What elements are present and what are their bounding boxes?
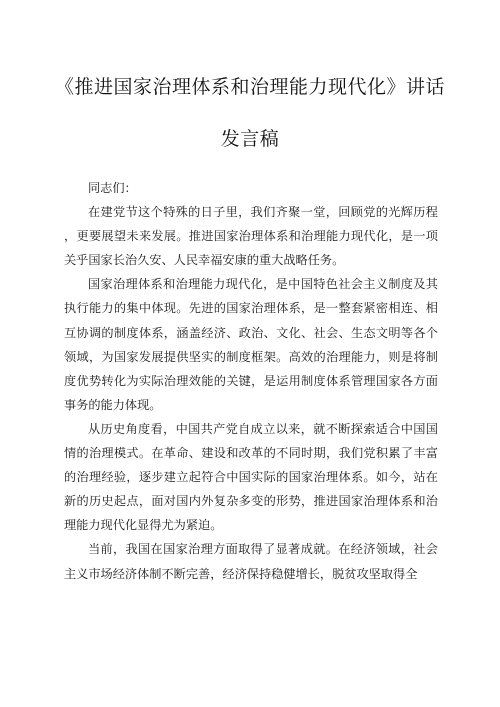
document-title-line-1: 《推进国家治理体系和治理能力现代化》讲话 <box>54 76 445 98</box>
paragraph-4: 当前，我国在国家治理方面取得了显著成就。在经济领域，社会主义市场经济体制不断完善，经济保持稳健增长，脱贫攻坚取得全 <box>64 542 438 581</box>
paragraph-1: 在建党节这个特殊的日子里，我们齐聚一堂，回顾党的光辉历程，更要展望未来发展。推进国家治理体系和治理能力现代化，是一项关乎国家长治久安、人民幸福安康的重大战略任务。 <box>64 205 438 268</box>
paragraph-3: 从历史角度看，中国共产党自成立以来，就不断探索适合中国国情的治理模式。在革命、建设和改革的不同时期，我们党积累了丰富的治理经验，逐步建立起符合中国实际的国家治理体系。如今，站在新的历史起点，面对国内外复杂多变的形势，推进国家治理体系和治理能力现代化显得尤为紧迫。 <box>64 421 438 533</box>
document-body <box>64 176 438 586</box>
document-title-line-2: 发言稿 <box>220 128 280 150</box>
paragraph-2: 国家治理体系和治理能力现代化，是中国特色社会主义制度及其执行能力的集中体现。先进的国家治理体系，是一整套紧密相连、相互协调的制度体系，涵盖经济、政治、文化、社会、生态文明等各个领域，为国家发展提供坚实的制度框架。高效的治理能力，则是将制度优势转化为实际治理效能的关键，是运用制度体系管理国家各方面事务的能力体现。 <box>64 277 438 412</box>
salutation: 同志们： <box>88 181 137 195</box>
